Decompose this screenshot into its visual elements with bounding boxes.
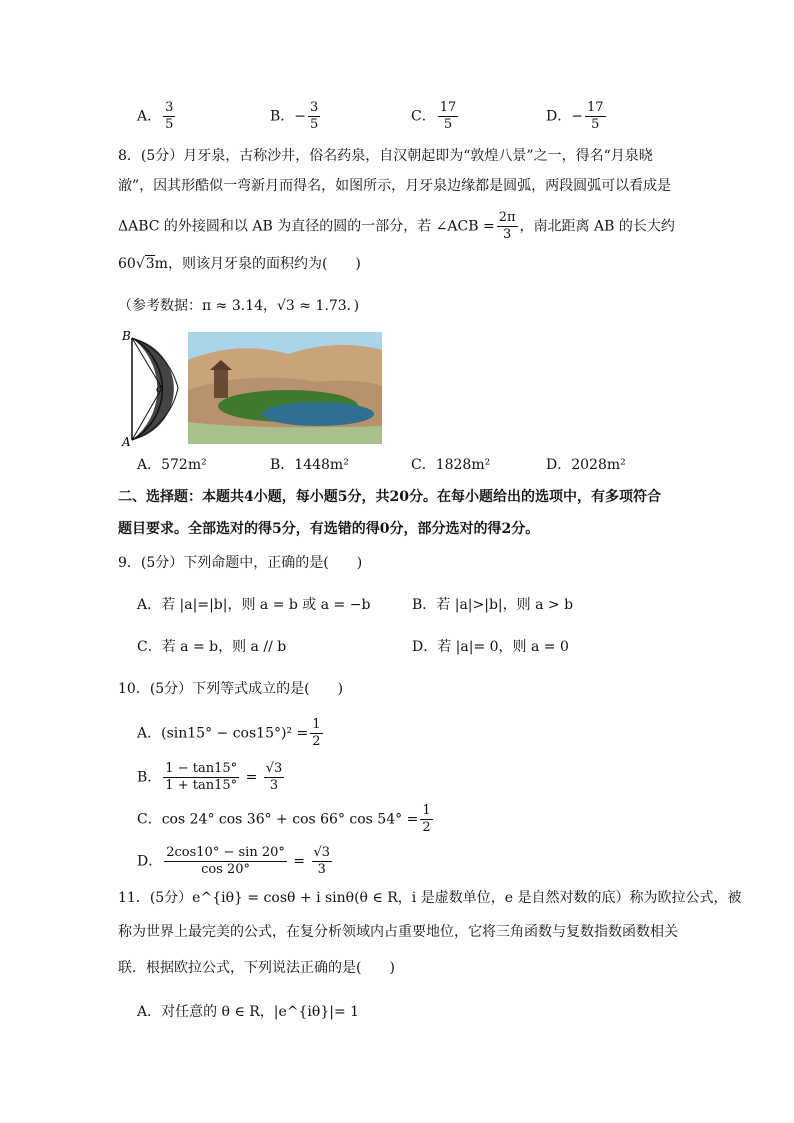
option-label: A． xyxy=(137,108,162,125)
q7-option-c xyxy=(411,100,460,133)
denominator: 3 xyxy=(317,862,326,877)
fraction-left xyxy=(163,761,239,794)
q8-line-3-tail: ，南北距离 AB 的长大约 xyxy=(519,218,675,235)
section-2-line-2: 题目要求。全部选对的得5分，有选错的得0分，部分选对的得2分。 xyxy=(118,521,540,537)
numerator: 17 xyxy=(586,100,604,115)
option-label: A． xyxy=(137,725,162,742)
fraction xyxy=(585,100,606,133)
angle-fraction xyxy=(497,210,518,243)
q11-line-2: 称为世界上最完美的公式，在复分析领域内占重要地位，它将三角函数与复数指数函数相关 xyxy=(118,924,678,940)
q10-option-d: D． $\frac{2\cos 10^\circ - \sin 20^\circ}{\cos 20^\circ}$ = $\frac{√3}{3}$ xyxy=(137,845,331,877)
numerator: 1 xyxy=(312,717,321,732)
numerator: 3 xyxy=(310,100,319,115)
numerator: 1 xyxy=(422,803,431,818)
expression: (sin15° − cos15°)² = xyxy=(161,725,309,742)
label-b: B xyxy=(122,330,131,343)
label-a: A xyxy=(122,435,131,446)
q8-option-d: D．2028m² xyxy=(546,457,626,473)
option-label: C． xyxy=(411,108,436,125)
option-label: B． xyxy=(137,769,162,786)
q8-reference: （参考数据：π ≈ 3.14，√3 ≈ 1.73．) xyxy=(118,298,360,314)
numerator: 17 xyxy=(439,100,457,115)
section-2-line-1: 二、选择题：本题共4小题，每小题5分，共20分。在每小题给出的选项中，有多项符合 xyxy=(118,489,661,505)
denominator: cos 20° xyxy=(201,862,251,877)
denominator: 5 xyxy=(310,117,319,132)
crescent-diagram xyxy=(118,330,382,446)
q8-line-2: 澈”，因其形酷似一弯新月而得名，如图所示，月牙泉边缘都是圆弧，两段圆弧可以看成是 xyxy=(118,178,672,194)
sign: − xyxy=(294,108,307,125)
denominator: 2 xyxy=(312,734,321,749)
option-label: D． xyxy=(137,853,163,870)
option-label: D． xyxy=(546,108,572,125)
numerator: √3 xyxy=(313,845,331,860)
q10-option-a xyxy=(137,717,325,750)
denominator: 3 xyxy=(269,778,279,793)
q8-option-a: A．572m² xyxy=(137,457,207,473)
q8-line-4-text: m，则该月牙泉的面积约为( ) xyxy=(154,256,361,272)
denominator: 1 + tan15° xyxy=(165,778,238,793)
q9-option-a: A．若 |a|=|b|，则 a = b 或 a = −b xyxy=(137,597,371,613)
label-c: c xyxy=(156,384,162,395)
q9-option-b: B．若 |a|>|b|，则 a > b xyxy=(412,597,574,613)
fraction xyxy=(308,100,320,133)
q9-option-d: D．若 |a|= 0，则 a = 0 xyxy=(412,639,569,655)
numerator: 3 xyxy=(165,100,174,115)
q7-option-d xyxy=(546,100,608,133)
q9-stem: 9．(5分）下列命题中，正确的是( ) xyxy=(118,555,363,571)
fraction xyxy=(438,100,459,133)
numerator: 2cos10° − sin 20° xyxy=(166,845,285,860)
fraction xyxy=(420,803,432,836)
q11-line-1: 11．(5分）e^{iθ} = cosθ + i sinθ(θ ∈ R，i 是虚数单位，e 是自然对数的底）称为欧拉公式，被 xyxy=(118,890,742,906)
sign: − xyxy=(571,108,583,125)
option-label: C． xyxy=(137,811,162,828)
q8-line-3 xyxy=(118,210,675,243)
numerator: 2π xyxy=(498,210,516,225)
q8-option-c: C．1828m² xyxy=(411,457,491,473)
denominator: 5 xyxy=(443,117,453,132)
numerator: 1 − tan15° xyxy=(165,761,238,776)
q8-line-1: 8．(5分）月牙泉，古称沙井，俗名药泉，自汉朝起即为“敦煌八景”之一，得名“月泉晓 xyxy=(118,148,653,164)
q7-option-a xyxy=(137,100,177,133)
q10-option-b: B． $\frac{1 - \tan 15^\circ}{1 + \tan 15^\circ}$ = $\frac{√3}{3}$ xyxy=(137,761,283,793)
number: 60 xyxy=(118,256,136,272)
q9-option-c: C．若 a = b，则 a // b xyxy=(137,639,287,655)
photo-pavilion xyxy=(214,368,228,398)
q8-line-4: 60√3m，则该月牙泉的面积约为( ) xyxy=(118,256,361,272)
denominator: 5 xyxy=(591,117,600,132)
fraction xyxy=(310,717,322,750)
fraction xyxy=(163,100,175,133)
denominator: 2 xyxy=(422,820,431,835)
fraction-left xyxy=(164,845,287,878)
fraction-right xyxy=(312,845,333,878)
q10-stem: 10．(5分）下列等式成立的是( ) xyxy=(118,681,344,697)
q10-option-c xyxy=(137,803,435,836)
crescent-shape xyxy=(132,338,174,440)
q11-line-3: 联．根据欧拉公式，下列说法正确的是( ) xyxy=(118,960,395,976)
q8-line-3-text: ΔABC 的外接圆和以 AB 为直径的圆的一部分，若 ∠ACB = xyxy=(118,218,495,235)
q8-option-b: B．1448m² xyxy=(270,457,349,473)
q11-option-a: A．对任意的 θ ∈ R，|e^{iθ}|= 1 xyxy=(137,1004,360,1020)
denominator: 5 xyxy=(165,117,174,132)
fraction-right xyxy=(264,761,285,794)
option-label: B． xyxy=(270,108,295,125)
numerator: √3 xyxy=(265,761,283,776)
q7-option-b xyxy=(270,100,322,133)
crescent-figure xyxy=(118,330,382,446)
sqrt-radicand: 3 xyxy=(145,256,155,272)
expression: cos 24° cos 36° + cos 66° cos 54° = xyxy=(161,811,419,828)
denominator: 3 xyxy=(502,227,512,242)
photo-lake xyxy=(262,402,374,426)
